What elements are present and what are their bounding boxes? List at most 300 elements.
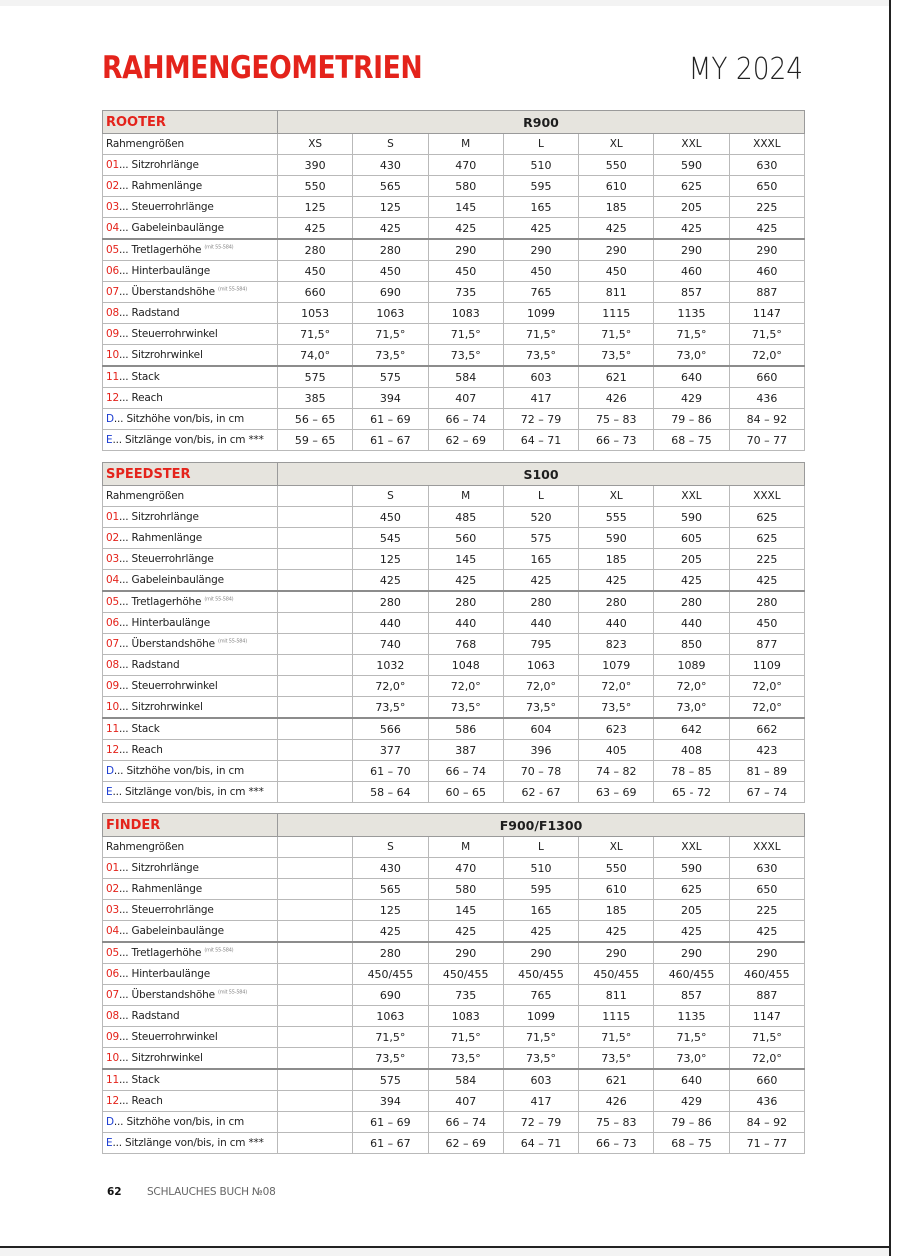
publication-name: SCHLAUCHES BUCH №08 [146,1186,276,1198]
table-row [103,239,805,261]
value-cell: 66 – 74 [428,1112,503,1133]
table-row [103,366,805,388]
page-title: RAHMENGEOMETRIEN [102,50,423,86]
value-cell: 71,5° [428,324,503,345]
value-cell: 425 [278,218,353,240]
row-number: 05 [106,244,119,256]
value-cell: 73,5° [353,345,428,367]
value-cell: 61 – 69 [353,1112,428,1133]
size-label: Rahmengrößen [103,486,278,507]
value-cell: 73,5° [503,697,578,719]
value-cell: 575 [278,366,353,388]
value-cell: 145 [428,197,503,218]
value-cell: 450 [579,261,654,282]
value-cell: 625 [729,507,804,528]
value-cell: 73,5° [353,697,428,719]
row-number: 08 [106,659,119,671]
row-title: ... Hinterbaulänge [118,968,210,980]
row-number: 02 [106,180,119,192]
value-cell: 566 [353,718,428,740]
value-cell: 460 [654,261,729,282]
row-title: ... Hinterbaulänge [118,265,210,277]
value-cell: 70 – 77 [729,430,804,451]
value-cell: 565 [353,176,428,197]
value-cell: 605 [654,528,729,549]
value-cell: 425 [729,921,804,943]
row-label [103,570,278,592]
value-cell: 425 [353,570,428,592]
value-cell: 595 [503,176,578,197]
row-title: ... Steuerrohrlänge [118,904,214,916]
table-row [103,1091,805,1112]
value-cell: 66 – 74 [428,761,503,782]
value-cell: 62 – 69 [428,1133,503,1154]
value-cell [278,858,353,879]
value-cell: 84 – 92 [729,1112,804,1133]
row-label [103,1112,278,1133]
row-title: ... Reach [118,392,163,404]
value-cell: 125 [353,549,428,570]
row-label [103,900,278,921]
table-row [103,613,805,634]
row-number: 10 [106,701,119,713]
value-cell: 72,0° [353,676,428,697]
row-number: 05 [106,947,119,959]
value-cell: 125 [278,197,353,218]
row-title: ... Steuerrohrlänge [118,201,214,213]
table-row [103,570,805,592]
value-cell: 1083 [428,1006,503,1027]
value-cell: 73,5° [428,697,503,719]
value-cell: 1032 [353,655,428,676]
value-cell: 425 [428,921,503,943]
geometry-table-finder [102,813,805,1154]
row-title: ... Steuerrohrwinkel [118,1031,218,1043]
value-cell [278,1091,353,1112]
row-title: ... Sitzlänge von/bis, in cm *** [112,786,264,798]
table-header-row [103,463,805,486]
value-cell: 290 [503,942,578,964]
value-cell: 735 [428,985,503,1006]
value-cell: 73,0° [654,345,729,367]
value-cell [278,900,353,921]
row-title: ... Sitzlänge von/bis, in cm *** [112,434,264,446]
value-cell: 621 [579,1069,654,1091]
row-title: ... Rahmenlänge [118,180,202,192]
row-title: ... Sitzlänge von/bis, in cm *** [112,1137,264,1149]
value-cell: 394 [353,388,428,409]
value-cell: 68 – 75 [654,1133,729,1154]
row-label [103,964,278,985]
value-cell [278,591,353,613]
row-number: 06 [106,265,119,277]
value-cell: 610 [579,879,654,900]
value-cell: 575 [353,1069,428,1091]
row-label [103,218,278,240]
row-label [103,858,278,879]
value-cell: 580 [428,176,503,197]
value-cell: 425 [729,218,804,240]
value-cell: 1083 [428,303,503,324]
row-title: ... Sitzrohrwinkel [118,701,203,713]
value-cell: 584 [428,366,503,388]
row-title: ... Rahmenlänge [118,883,202,895]
value-cell: 73,5° [353,1048,428,1070]
value-cell: 280 [353,239,428,261]
table-row [103,676,805,697]
table-row [103,782,805,803]
value-cell: 73,5° [579,1048,654,1070]
value-cell: 425 [729,570,804,592]
value-cell: 71,5° [428,1027,503,1048]
table-row [103,591,805,613]
value-cell: 580 [428,879,503,900]
value-cell: 765 [503,282,578,303]
value-cell: 887 [729,985,804,1006]
size-header [278,837,353,858]
value-cell: 555 [579,507,654,528]
value-cell: 394 [353,1091,428,1112]
value-cell: 550 [579,858,654,879]
row-title: ... Steuerrohrlänge [118,553,214,565]
value-cell: 73,0° [654,697,729,719]
next-page-strip [891,0,900,1256]
table-row [103,858,805,879]
row-footnote: (mit 55-584) [218,286,248,293]
row-label [103,740,278,761]
value-cell [278,549,353,570]
value-cell: 71,5° [353,1027,428,1048]
value-cell [278,964,353,985]
value-cell: 660 [729,1069,804,1091]
table-row [103,942,805,964]
row-number: 04 [106,574,119,586]
value-cell: 642 [654,718,729,740]
row-title: ... Stack [118,371,160,383]
value-cell: 510 [503,155,578,176]
value-cell: 73,5° [503,1048,578,1070]
size-header: XL [579,837,654,858]
value-cell: 185 [579,197,654,218]
row-title: ... Sitzrohrwinkel [118,1052,203,1064]
row-title: ... Sitzhöhe von/bis, in cm [113,1116,245,1128]
row-number: D [106,413,114,425]
size-header: S [353,486,428,507]
row-label [103,507,278,528]
value-cell: 1089 [654,655,729,676]
value-cell [278,613,353,634]
row-title: ... Steuerrohrwinkel [118,680,218,692]
size-label: Rahmengrößen [103,837,278,858]
row-label [103,345,278,367]
row-number: 11 [106,723,119,735]
value-cell: 280 [428,591,503,613]
value-cell: 72,0° [579,676,654,697]
value-cell: 71 – 77 [729,1133,804,1154]
model-name: ROOTER [103,111,278,134]
row-number: D [106,765,114,777]
row-number: 02 [106,532,119,544]
value-cell: 290 [503,239,578,261]
value-cell: 165 [503,549,578,570]
value-cell: 73,5° [428,1048,503,1070]
row-number: 09 [106,680,119,692]
value-cell: 73,0° [654,1048,729,1070]
value-cell: 425 [353,218,428,240]
row-title: ... Sitzrohrlänge [118,862,199,874]
row-number: 01 [106,511,119,523]
value-cell: 590 [654,858,729,879]
value-cell [278,942,353,964]
row-footnote: (mit 55-584) [204,244,234,251]
size-header: XL [579,486,654,507]
row-label [103,985,278,1006]
value-cell: 73,5° [579,345,654,367]
value-cell: 290 [428,239,503,261]
value-cell: 62 – 69 [428,430,503,451]
geometry-table-speedster [102,462,805,803]
value-cell: 662 [729,718,804,740]
value-cell: 280 [278,239,353,261]
value-cell: 425 [428,570,503,592]
value-cell [278,1027,353,1048]
row-title: ... Radstand [118,307,180,319]
value-cell: 165 [503,900,578,921]
table-row [103,1006,805,1027]
table-row [103,197,805,218]
row-number: 06 [106,617,119,629]
row-label [103,303,278,324]
row-label [103,1048,278,1070]
size-header: XXXL [729,837,804,858]
value-cell: 604 [503,718,578,740]
value-cell: 610 [579,176,654,197]
table-row [103,655,805,676]
value-cell: 290 [579,239,654,261]
size-header: L [503,134,578,155]
value-cell: 1147 [729,303,804,324]
value-cell: 56 – 65 [278,409,353,430]
row-number: 04 [106,925,119,937]
value-cell: 66 – 73 [579,1133,654,1154]
table-row [103,507,805,528]
page-footer [107,1186,276,1198]
row-number: 08 [106,307,119,319]
row-label [103,1027,278,1048]
value-cell: 71,5° [503,1027,578,1048]
value-cell: 74,0° [278,345,353,367]
value-cell [278,1112,353,1133]
table-row [103,345,805,367]
value-cell: 125 [353,900,428,921]
value-cell: 72,0° [729,697,804,719]
value-cell [278,676,353,697]
row-label [103,1069,278,1091]
row-title: ... Sitzrohrwinkel [118,349,203,361]
value-cell: 71,5° [729,1027,804,1048]
row-number: 04 [106,222,119,234]
value-cell: 550 [278,176,353,197]
value-cell: 623 [579,718,654,740]
value-cell: 1147 [729,1006,804,1027]
row-number: E [106,786,113,798]
value-cell: 586 [428,718,503,740]
table-row [103,740,805,761]
value-cell: 1135 [654,303,729,324]
row-title: ... Gabeleinbaulänge [118,925,224,937]
value-cell: 71,5° [654,324,729,345]
value-cell: 768 [428,634,503,655]
table-header-row [103,111,805,134]
value-cell: 470 [428,155,503,176]
table-row [103,303,805,324]
value-cell: 70 – 78 [503,761,578,782]
table-row [103,1048,805,1070]
row-title: ... Stack [118,1074,160,1086]
value-cell: 660 [278,282,353,303]
row-number: 03 [106,201,119,213]
value-cell: 436 [729,388,804,409]
table-row [103,261,805,282]
row-title: ... Sitzrohrlänge [118,511,199,523]
value-cell: 440 [503,613,578,634]
row-label [103,261,278,282]
value-cell: 1063 [353,303,428,324]
value-cell: 60 – 65 [428,782,503,803]
table-row [103,921,805,943]
value-cell: 460 [729,261,804,282]
value-cell: 425 [428,218,503,240]
value-cell: 71,5° [353,324,428,345]
value-cell: 510 [503,858,578,879]
value-cell [278,740,353,761]
value-cell: 887 [729,282,804,303]
size-header: M [428,486,503,507]
table-row [103,430,805,451]
size-row [103,837,805,858]
value-cell: 425 [503,570,578,592]
value-cell: 280 [654,591,729,613]
value-cell: 857 [654,282,729,303]
value-cell: 280 [353,591,428,613]
value-cell: 72,0° [654,676,729,697]
value-cell: 64 – 71 [503,1133,578,1154]
value-cell: 690 [353,282,428,303]
value-cell: 425 [503,921,578,943]
value-cell [278,879,353,900]
row-number: 07 [106,286,119,298]
value-cell: 72,0° [428,676,503,697]
value-cell [278,634,353,655]
row-number: 12 [106,744,119,756]
value-cell: 71,5° [654,1027,729,1048]
value-cell: 575 [503,528,578,549]
geometry-table-rooter [102,110,805,451]
value-cell: 417 [503,388,578,409]
model-variant: R900 [278,111,805,134]
row-title: ... Reach [118,744,163,756]
value-cell: 1053 [278,303,353,324]
value-cell [278,1133,353,1154]
value-cell: 429 [654,1091,729,1112]
row-title: ... Rahmenlänge [118,532,202,544]
value-cell: 485 [428,507,503,528]
value-cell: 440 [353,613,428,634]
value-cell: 450 [353,507,428,528]
row-footnote: (mit 55-584) [204,947,234,954]
value-cell: 735 [428,282,503,303]
value-cell: 560 [428,528,503,549]
table-row [103,964,805,985]
model-variant: S100 [278,463,805,486]
value-cell: 1048 [428,655,503,676]
value-cell: 450 [729,613,804,634]
value-cell [278,697,353,719]
value-cell [278,782,353,803]
model-name: FINDER [103,814,278,837]
value-cell: 450 [503,261,578,282]
value-cell: 650 [729,176,804,197]
value-cell: 460/455 [654,964,729,985]
row-number: 12 [106,1095,119,1107]
row-title: ... Hinterbaulänge [118,617,210,629]
table-row [103,549,805,570]
value-cell: 425 [579,570,654,592]
row-label [103,409,278,430]
value-cell: 450 [428,261,503,282]
size-header: XXXL [729,486,804,507]
value-cell: 290 [654,239,729,261]
table-row [103,697,805,719]
value-cell: 377 [353,740,428,761]
value-cell: 430 [353,155,428,176]
value-cell: 71,5° [729,324,804,345]
row-label [103,528,278,549]
value-cell: 73,5° [579,697,654,719]
value-cell: 65 - 72 [654,782,729,803]
row-label [103,366,278,388]
size-header: S [353,134,428,155]
value-cell: 68 – 75 [654,430,729,451]
value-cell: 72,0° [729,676,804,697]
value-cell: 625 [654,879,729,900]
size-row [103,134,805,155]
value-cell: 71,5° [278,324,353,345]
value-cell: 640 [654,366,729,388]
table-row [103,761,805,782]
value-cell: 640 [654,1069,729,1091]
size-header: XS [278,134,353,155]
value-cell: 61 – 67 [353,1133,428,1154]
value-cell: 205 [654,900,729,921]
row-title: ... Überstandshöhe [118,638,215,650]
value-cell [278,985,353,1006]
row-title: ... Tretlagerhöhe [118,244,202,256]
value-cell: 590 [579,528,654,549]
value-cell: 290 [729,942,804,964]
value-cell: 857 [654,985,729,1006]
table-row [103,1112,805,1133]
value-cell: 84 – 92 [729,409,804,430]
row-number: 06 [106,968,119,980]
page-bottom-edge [0,1246,889,1248]
row-label [103,634,278,655]
row-number: 11 [106,1074,119,1086]
row-number: 10 [106,349,119,361]
value-cell: 575 [353,366,428,388]
row-label [103,921,278,943]
table-row [103,324,805,345]
